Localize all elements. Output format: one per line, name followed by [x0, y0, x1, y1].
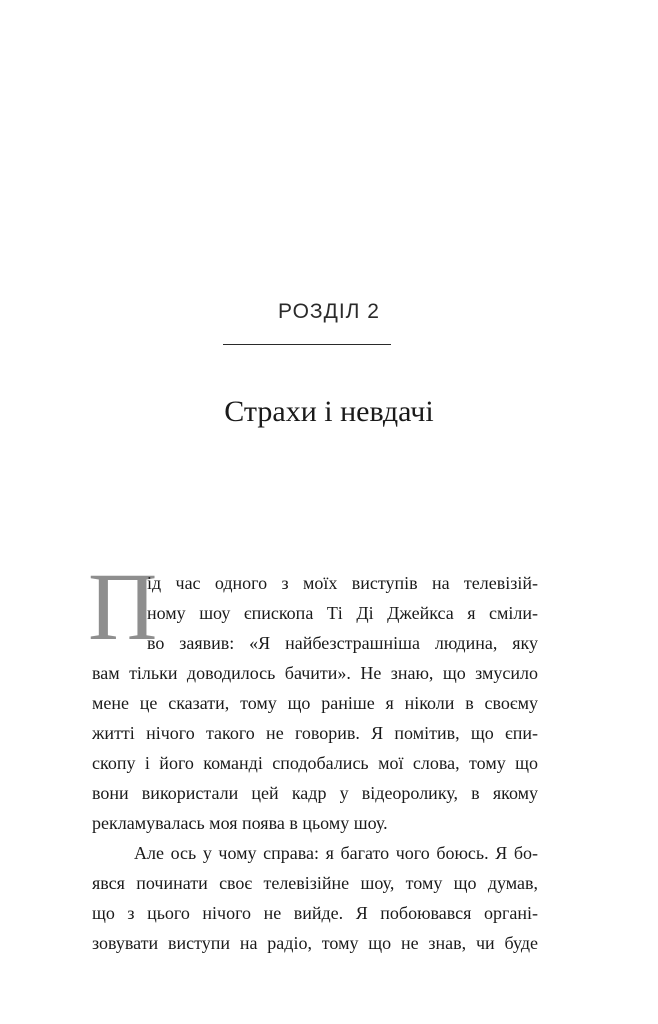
paragraph-line: мене це сказати, тому що раніше я ніколи в своєму [92, 693, 538, 713]
paragraph-line: Але ось у чому справа: я багато чого боюсь. Я бо- [134, 843, 538, 863]
paragraph-line: вам тільки доводилось бачити». Не знаю, що змусило [92, 663, 538, 683]
paragraph-line: рекламувалась моя поява в цьому шоу. [92, 813, 388, 833]
chapter-label: РОЗДІЛ 2 [278, 300, 380, 323]
paragraph-line: во заявив: «Я найбезстрашніша людина, яку [147, 633, 538, 653]
paragraph-line: що з цього нічого не вийде. Я побоювався органі- [92, 903, 538, 923]
paragraph-line: житті нічого такого не говорив. Я помітив, що єпи- [92, 723, 538, 743]
drop-cap: П [88, 553, 158, 660]
paragraph-line: явся починати своє телевізійне шоу, тому що думав, [92, 873, 538, 893]
body-text [92, 568, 538, 958]
paragraph-line: ному шоу єпископа Ті Ді Джейкса я сміли- [147, 603, 538, 623]
paragraph-line: зовувати виступи на радіо, тому що не знав, чи буде [92, 933, 538, 953]
paragraph-line: скопу і його команді сподобались мої слова, тому що [92, 753, 538, 773]
chapter-title: Страхи і невдачі [224, 395, 434, 428]
paragraph-line: ід час одного з моїх виступів на телевізій- [147, 573, 538, 593]
chapter-divider [223, 344, 391, 345]
paragraph-line: вони використали цей кадр у відеоролику, в якому [92, 783, 538, 803]
